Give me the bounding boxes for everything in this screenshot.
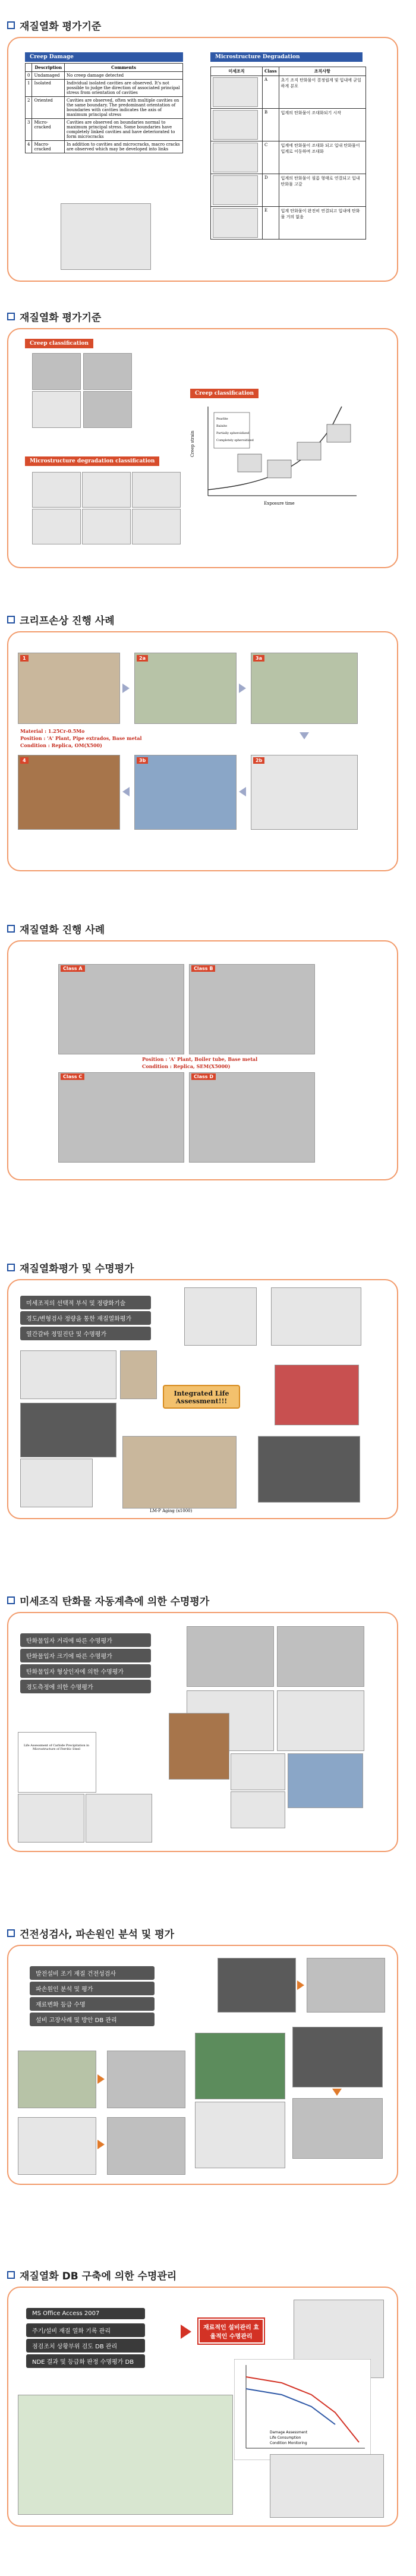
feature-item: 탄화물입자 크기에 따른 수명평가: [20, 1649, 151, 1662]
particle-image: [231, 1791, 285, 1828]
arrow-left-icon: [122, 787, 130, 796]
class-tag: Class C: [61, 1073, 84, 1080]
curve-image: [120, 1350, 157, 1399]
content-card: [7, 37, 398, 282]
table-row: E 입계 탄화물이 완전히 연결되고 입내에 탄화물 거의 없음: [211, 207, 366, 240]
feature-item: 탄화물입자 거리에 따른 수명평가: [20, 1633, 151, 1647]
square-bullet-icon: [7, 1596, 15, 1604]
chart-label: Condition Monitoring: [270, 2441, 307, 2445]
section-title: 재질열화 DB 구축에 의한 수명관리: [7, 2268, 177, 2282]
graph-xlabel: Exposure time: [264, 501, 295, 506]
feature-item: 점검조치 상황부위 검도 DB 관리: [26, 2339, 145, 2353]
sem-image: [277, 1626, 364, 1687]
sem-image-class-b: [189, 964, 315, 1054]
micrograph-image: [20, 1403, 116, 1457]
integrated-life-assessment-box: Integrated Life Assessment!!!: [163, 1385, 240, 1409]
fracture-image: [307, 1958, 385, 2013]
arrow-right-icon: [122, 684, 130, 693]
creep-image-a: [32, 353, 81, 390]
micrograph-tile: [132, 509, 181, 544]
square-bullet-icon: [7, 313, 15, 320]
report-title: Life Assessment of Carbide Precipitation in Microstructure of Ferritic Steel: [23, 1744, 90, 1751]
table-header: Class: [263, 67, 279, 76]
arrow-right-icon: [97, 2074, 105, 2084]
creep-strain-graph: [190, 401, 363, 508]
arrow-down-icon: [332, 2089, 342, 2096]
feature-item: 열간갈바 정밀진단 및 수명평가: [20, 1327, 151, 1340]
crack-photo-image: [292, 2027, 383, 2087]
feature-item: 경도/변형검사 정량을 통한 재질열화평가: [20, 1311, 151, 1325]
stage-tag: 3b: [137, 757, 148, 764]
micrograph-thumbnail: [213, 77, 258, 107]
table-header: Description: [32, 64, 65, 72]
feature-item: 발전설비 조기 재질 건전성검사: [30, 1966, 155, 1980]
square-bullet-icon: [7, 2271, 15, 2279]
feature-item: 설비 고장사례 및 방안 DB 관리: [30, 2013, 155, 2026]
table-header: 미세조직: [211, 67, 263, 76]
table-row: 2 Oriented Cavities are observed, often with multiple cavities on the same boundary. The predominant orientation of boundaries with cavities indicates the axis of maximum principal stress: [26, 97, 183, 119]
legend-item: Bainite: [216, 424, 228, 428]
table-row: B 입계의 탄화물이 조대화되기 시작: [211, 109, 366, 141]
micrograph-tile: [82, 509, 131, 544]
software-screenshot-image: [86, 1794, 152, 1843]
stage-tag: 4: [20, 757, 29, 764]
creep-image-b: [83, 353, 132, 390]
creep-stage-image: [251, 755, 358, 830]
sampling-diagram-image: [20, 1350, 116, 1399]
creep-stage-image: [134, 653, 237, 724]
sem-image: [187, 1626, 274, 1687]
stage-tag: 1: [20, 655, 29, 662]
content-card: [7, 631, 398, 871]
section-title: 건전성검사, 파손원인 분석 및 평가: [7, 1926, 174, 1941]
section-title: 재질열화 평가기준: [7, 18, 101, 33]
micrograph-image: [107, 2051, 185, 2108]
life-chart: [234, 2359, 371, 2460]
creep-stage-image: [134, 755, 237, 830]
microstructure-table: [210, 67, 366, 240]
field-photo-image: [18, 2051, 96, 2108]
section-title: 크리프손상 진행 사례: [7, 612, 115, 627]
arrow-right-icon: [297, 1980, 304, 1990]
table-row: 3 Micro-cracked Cavities are observed on boundaries normal to maximum principal stress. Some boundaries have completely linked cavities and have deteriorated to form microcracks: [26, 119, 183, 141]
arrow-down-icon: [300, 732, 309, 739]
equipment-photo-image: [258, 1436, 360, 1503]
square-bullet-icon: [7, 1929, 15, 1937]
content-card: [7, 1945, 398, 2185]
section-title: 재질열화평가 및 수명평가: [7, 1260, 134, 1275]
table-row: C 입계에 탄화물이 조대화 되고 입내 탄화물이 입계로 이동하며 조대화: [211, 141, 366, 174]
feature-item: 경도측정에 의한 수명평가: [20, 1680, 151, 1693]
table-row: D 입계의 탄화물이 필름 형태로 연결되고 입내 탄화물 고갈: [211, 174, 366, 207]
chart-image: [277, 1690, 364, 1751]
table-row: 4 Macro-cracked In addition to cavities and microcracks, macro cracks are observed which may be developed into links: [26, 141, 183, 153]
square-bullet-icon: [7, 925, 15, 933]
class-tag: Class B: [191, 965, 215, 972]
x-axis-label: LM-P Aging (x1000): [150, 1509, 193, 1513]
table-row: 0 Undamaged No creep damage detected: [26, 72, 183, 80]
section-title: 재질열화 진행 사례: [7, 921, 105, 936]
class-tag: Class A: [61, 965, 85, 972]
case-notes: Material : 1.25Cr-0.5Mo Position : 'A' Plant, Pipe extrados, Base metal Condition : Replica, OM(X500): [20, 728, 142, 748]
graph-ylabel: Creep strain: [190, 430, 195, 457]
efficient-management-badge: 재료적인 설비관리 효율적인 수명관리: [198, 2319, 264, 2344]
feature-item: 주기/설비 재질 열화 기록 관리: [26, 2323, 145, 2337]
scatter-plot-image: [271, 1287, 361, 1346]
table-row: 1 Isolated Individual isolated cavities are observed. It's not possible to judge the direction of associated principal stress from orientation of cavities: [26, 80, 183, 97]
content-card: [7, 940, 398, 1180]
sem-image-class-c: [58, 1072, 184, 1163]
square-bullet-icon: [7, 616, 15, 623]
creep-micrograph-image: [61, 203, 151, 270]
table-header: [26, 64, 32, 72]
creep-stage-image: [18, 653, 120, 724]
creep-image-d: [83, 391, 132, 428]
feature-item: 재료변화 등급 수명: [30, 1997, 155, 2011]
legend-item: Completely spheroidized: [216, 439, 254, 442]
creep-damage-table: [25, 63, 183, 153]
chart-image: [195, 2102, 285, 2168]
micrograph-thumbnail: [213, 208, 258, 238]
creep-classification-label-2: Creep classification: [190, 389, 259, 398]
legend-item: Partially spheroidized: [216, 432, 250, 435]
feature-item: MS Office Access 2007: [26, 2308, 145, 2319]
microstructure-degradation-label: Microstructure degradation classification: [25, 456, 159, 466]
software-screenshot-image: [270, 2454, 384, 2518]
pipe-photo-image: [218, 1958, 296, 2013]
arrow-right-icon: [239, 684, 246, 693]
micrograph-thumbnail: [213, 143, 258, 172]
lab-photo-image: [122, 1436, 237, 1509]
sem-image-class-d: [189, 1072, 315, 1163]
micrograph-thumbnail: [213, 175, 258, 205]
case-notes: Position : 'A' Plant, Boiler tube, Base metal Condition : Replica, SEM(X5000): [142, 1056, 258, 1069]
fracture-image: [292, 2098, 383, 2159]
chart-label: Life Consumption: [270, 2436, 301, 2440]
creep-stage-image: [251, 653, 358, 724]
report-document-image: [18, 1732, 96, 1793]
db-screenshot-image: [18, 2395, 233, 2515]
chart-label: Damage Assessment: [270, 2430, 308, 2435]
micrograph-image: [184, 1287, 257, 1346]
content-card: [7, 2287, 398, 2527]
section-title: 재질열화 평가기준: [7, 309, 101, 324]
fea-model-image: [195, 2033, 285, 2099]
chart-image: [20, 1459, 93, 1507]
class-tag: Class D: [191, 1073, 216, 1080]
software-screenshot-image: [18, 1794, 84, 1843]
field-photo-image: [169, 1713, 229, 1780]
feature-item: 파손원인 분석 및 평가: [30, 1982, 155, 1995]
content-card: [7, 328, 398, 568]
table-row: A 초기 조직 탄화물이 결정립계 및 입내에 균일하게 분포: [211, 76, 366, 109]
microstructure-degradation-label: Microstructure Degradation: [210, 52, 363, 62]
arrow-right-icon: [181, 2325, 191, 2339]
square-bullet-icon: [7, 21, 15, 29]
micrograph-tile: [32, 472, 81, 508]
table-header: 조직사항: [279, 67, 365, 76]
section-title: 미세조직 탄화물 자동계측에 의한 수명평가: [7, 1593, 209, 1608]
micrograph-tile: [82, 472, 131, 508]
legend-item: Pearlite: [216, 417, 228, 421]
content-card: [7, 1612, 398, 1852]
stage-tag: 2a: [137, 655, 148, 662]
arrow-left-icon: [239, 787, 246, 796]
arrow-right-icon: [97, 2140, 105, 2149]
sem-image-class-a: [58, 964, 184, 1054]
micrograph-tile: [32, 509, 81, 544]
particle-image: [231, 1753, 285, 1790]
feature-item: 미세조직의 선택적 부식 및 정량화기술: [20, 1296, 151, 1309]
micrograph-tile: [132, 472, 181, 508]
square-bullet-icon: [7, 1264, 15, 1271]
creep-image-c: [32, 391, 81, 428]
table-header: Comments: [65, 64, 183, 72]
creep-stage-image: [18, 755, 120, 830]
fem-model-image: [275, 1365, 359, 1425]
stage-tag: 3a: [253, 655, 264, 662]
content-card: [7, 1279, 398, 1519]
micrograph-thumbnail: [213, 110, 258, 140]
creep-classification-label: Creep classification: [25, 339, 93, 348]
feature-item: 탄화물입자 형상인자에 의한 수명평가: [20, 1664, 151, 1678]
feature-item: NDE 결과 및 등급화 판정 수명평가 DB: [26, 2354, 145, 2368]
field-photo-image: [18, 2117, 96, 2175]
creep-damage-label: Creep Damage: [25, 52, 183, 62]
diagram-image: [288, 1753, 363, 1808]
micrograph-image: [107, 2117, 185, 2175]
stage-tag: 2b: [253, 757, 264, 764]
